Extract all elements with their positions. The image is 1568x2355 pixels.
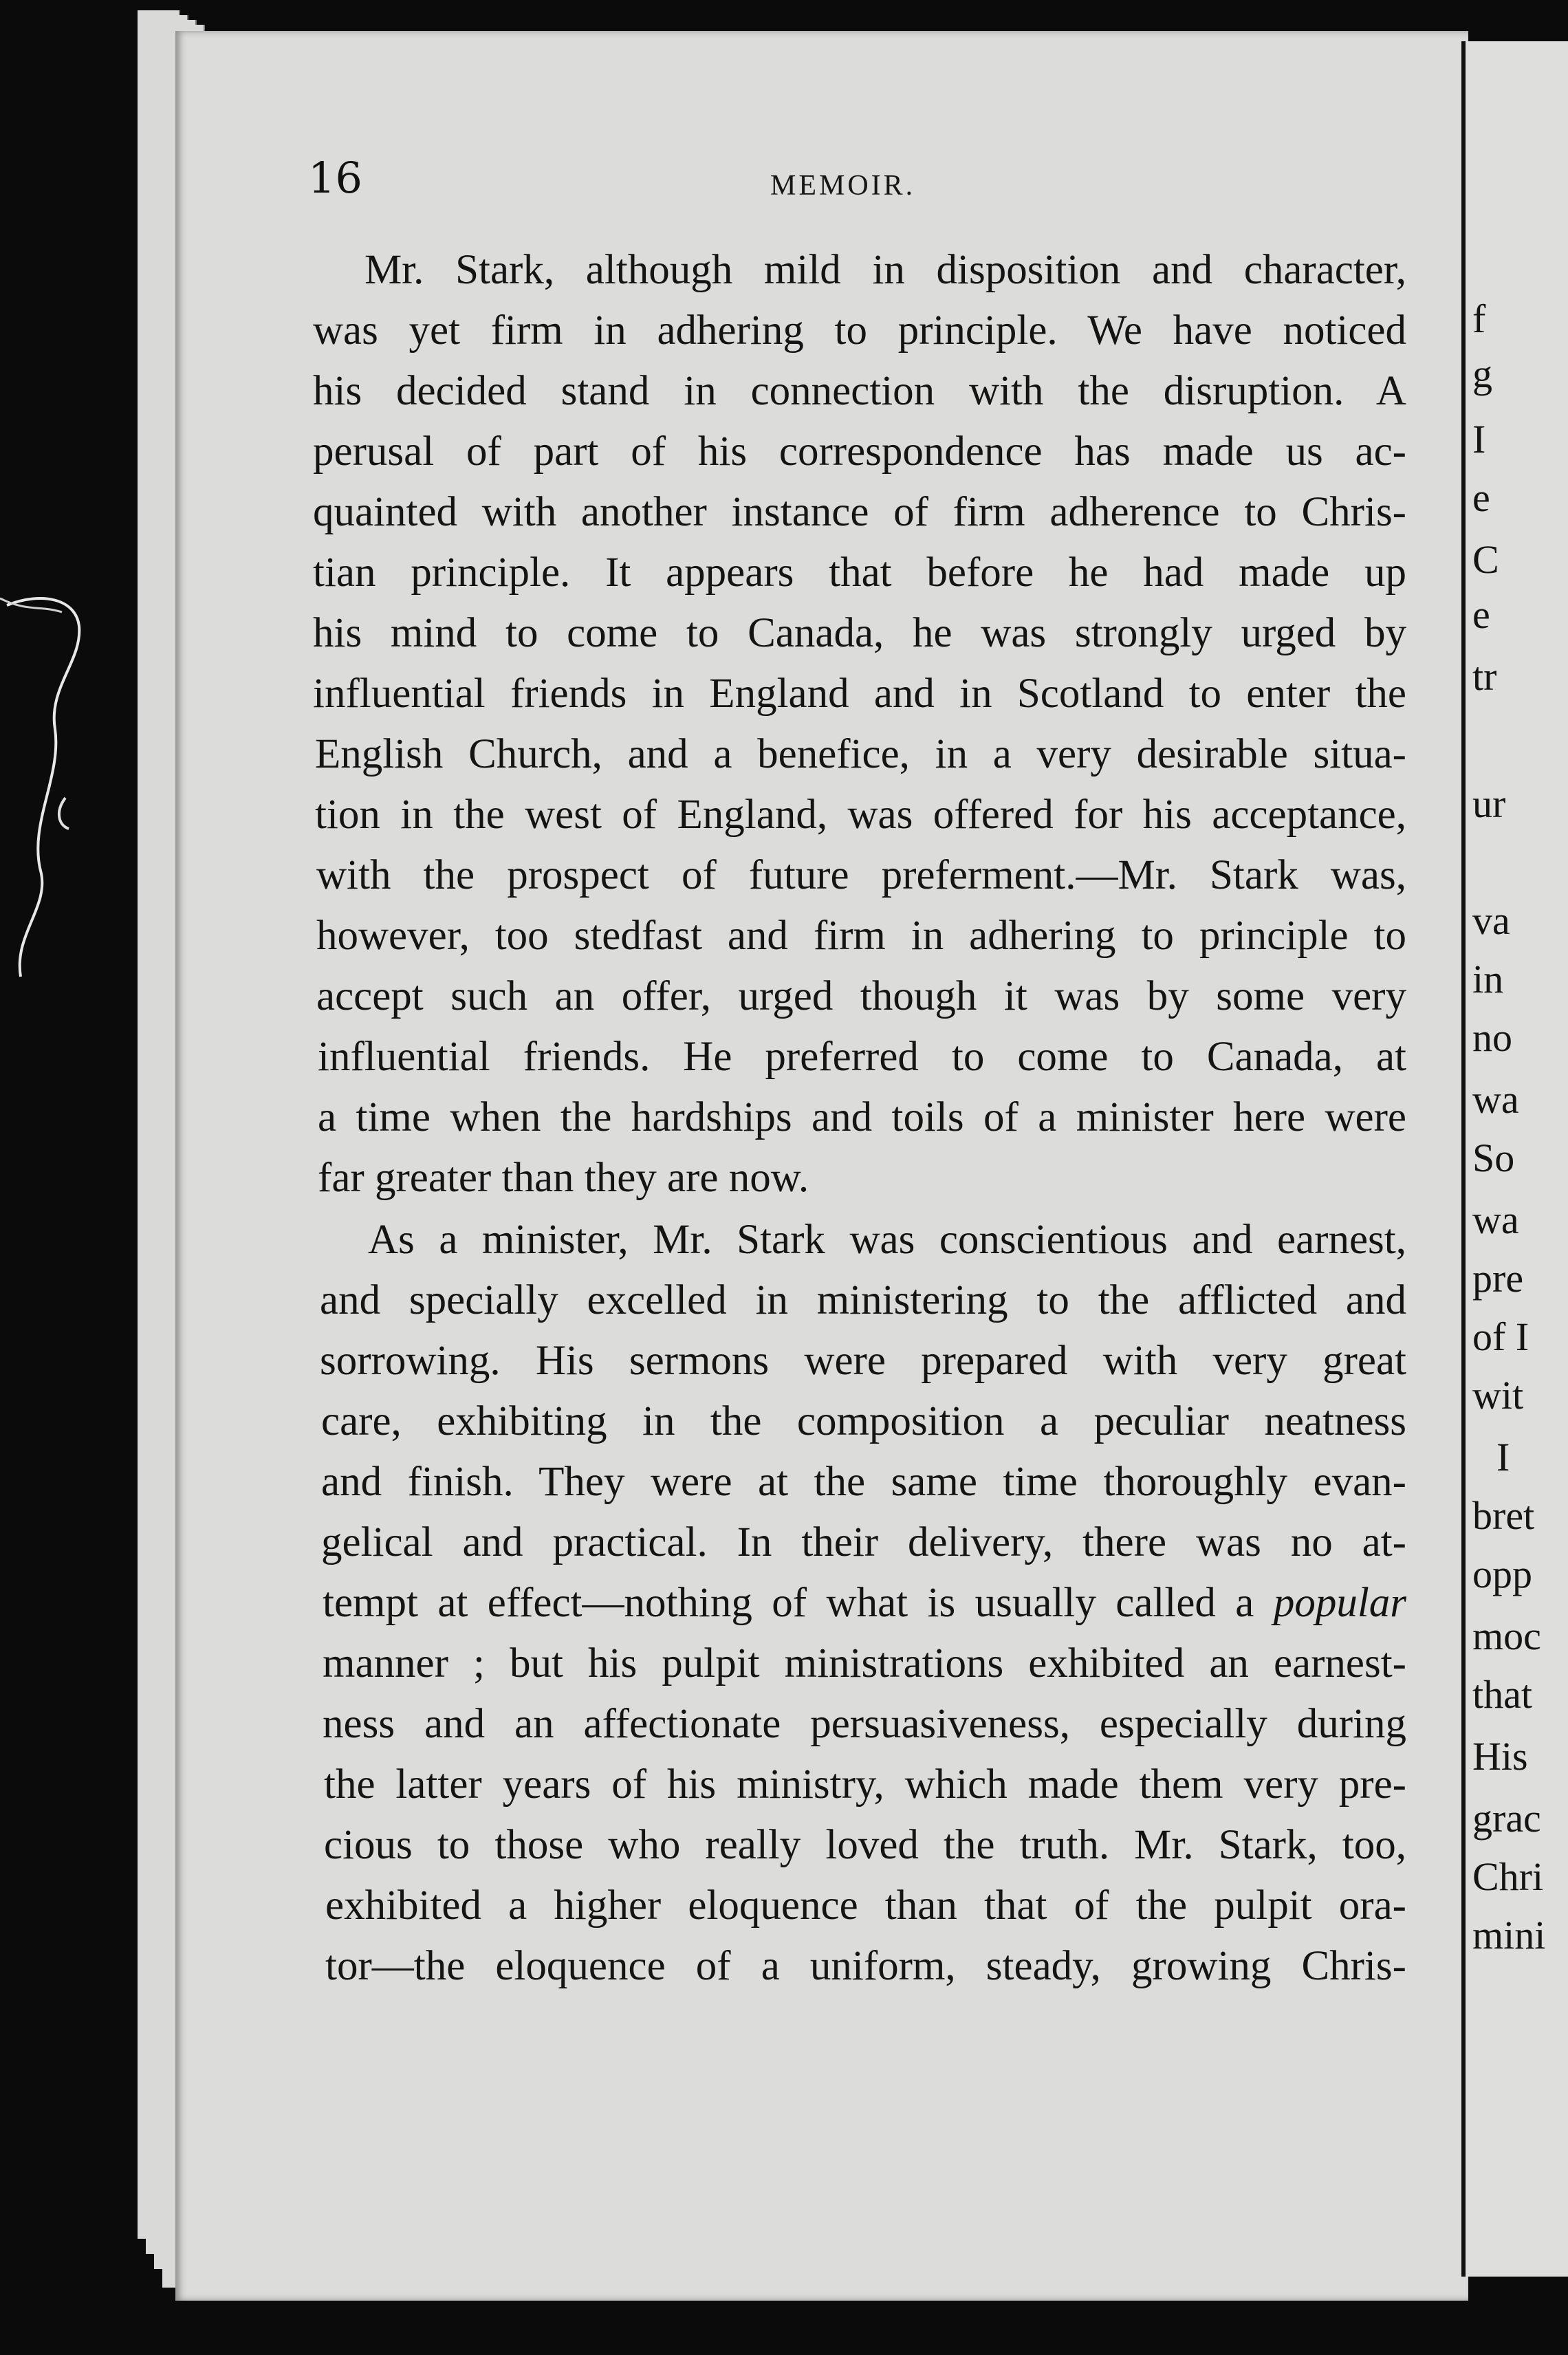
text-line: manner ; but his pulpit ministrations exhibited an earnest-	[323, 1640, 1406, 1686]
text-line: far greater than they are now.	[318, 1155, 809, 1201]
facing-page-fragment: Chri	[1472, 1854, 1544, 1899]
text-line: As a minister, Mr. Stark was conscientious and earnest,	[368, 1217, 1406, 1263]
text-line: tor—the eloquence of a uniform, steady, growing Chris-	[325, 1943, 1406, 1989]
facing-page-fragment: grac	[1472, 1796, 1541, 1841]
facing-page-fragment: C	[1472, 537, 1499, 582]
text-line: accept such an offer, urged though it was by some very	[316, 973, 1406, 1019]
facing-page-fragment: So	[1472, 1136, 1515, 1180]
facing-page-fragment: no	[1472, 1015, 1512, 1060]
text-line: his decided stand in connection with the disruption. A	[313, 368, 1406, 414]
text-line: a time when the hardships and toils of a minister here were	[318, 1094, 1406, 1140]
text-line: care, exhibiting in the composition a peculiar neatness	[321, 1398, 1406, 1444]
text-line: tian principle. It appears that before he had made up	[313, 550, 1406, 596]
facing-page-fragment: pre	[1472, 1256, 1524, 1301]
scan-thread-artifact	[0, 550, 138, 1032]
facing-page-fragment: of I	[1472, 1314, 1529, 1359]
facing-page-fragment: e	[1472, 592, 1490, 637]
text-line-main: tempt at effect—nothing of what is usually called a	[323, 1580, 1254, 1626]
facing-page-fragment: bret	[1472, 1493, 1535, 1538]
text-line: influential friends in England and in Scotland to enter the	[313, 671, 1406, 717]
facing-page-fragment: g	[1472, 351, 1492, 396]
text-line: sorrowing. His sermons were prepared with very great	[320, 1338, 1406, 1384]
page-number: 16	[308, 153, 362, 203]
facing-page-fragment: e	[1472, 475, 1490, 520]
text-line: exhibited a higher eloquence than that of the pulpit ora-	[325, 1882, 1406, 1929]
text-line: perusal of part of his correspondence has made us ac-	[313, 428, 1406, 475]
facing-page-fragment: mini	[1472, 1913, 1546, 1957]
running-head: MEMOIR.	[770, 170, 916, 202]
text-line: quainted with another instance of firm adherence to Chris-	[313, 489, 1406, 535]
text-line: with the prospect of future preferment.—Mr. Stark was,	[316, 852, 1406, 898]
text-line: however, too stedfast and firm in adhering to principle to	[316, 913, 1406, 959]
facing-page-fragment: in	[1472, 957, 1504, 1001]
facing-page-fragment: tr	[1472, 654, 1497, 699]
text-line: English Church, and a benefice, in a very desirable situa-	[315, 731, 1406, 777]
facing-page-fragment: opp	[1472, 1552, 1532, 1596]
text-line: gelical and practical. In their delivery, there was no at-	[321, 1519, 1406, 1565]
facing-page-fragment: f	[1472, 296, 1486, 341]
text-line	[323, 1582, 1406, 1624]
facing-page-fragment: I	[1472, 417, 1486, 462]
facing-page-fragment: va	[1472, 898, 1510, 943]
facing-page-fragment: wa	[1472, 1077, 1519, 1122]
text-line: cious to those who really loved the truth. Mr. Stark, too,	[324, 1822, 1406, 1868]
facing-page-fragment: ur	[1472, 781, 1506, 826]
text-line: the latter years of his ministry, which made them very pre-	[324, 1761, 1406, 1808]
facing-page-fragment: His	[1472, 1734, 1528, 1779]
text-line: his mind to come to Canada, he was strongly urged by	[313, 610, 1406, 656]
text-line: influential friends. He preferred to come to Canada, at	[318, 1034, 1406, 1080]
facing-page-fragment: I	[1496, 1435, 1510, 1479]
text-line: tion in the west of England, was offered for his acceptance,	[315, 792, 1406, 838]
facing-page-fragment: wa	[1472, 1197, 1519, 1242]
facing-page-fragment: that	[1472, 1672, 1532, 1717]
facing-page-fragment: moc	[1472, 1614, 1541, 1658]
text-line: ness and an affectionate persuasiveness, especially during	[323, 1701, 1406, 1747]
text-line: Mr. Stark, although mild in disposition and character,	[364, 247, 1406, 293]
facing-page-sliver	[1461, 41, 1568, 2277]
text-line: was yet firm in adhering to principle. We have noticed	[313, 307, 1406, 354]
italic-word: popular	[1273, 1580, 1406, 1626]
text-line: and specially excelled in ministering to the afflicted and	[320, 1277, 1406, 1323]
facing-page-fragment: wit	[1472, 1373, 1524, 1418]
text-line: and finish. They were at the same time thoroughly evan-	[321, 1459, 1406, 1505]
